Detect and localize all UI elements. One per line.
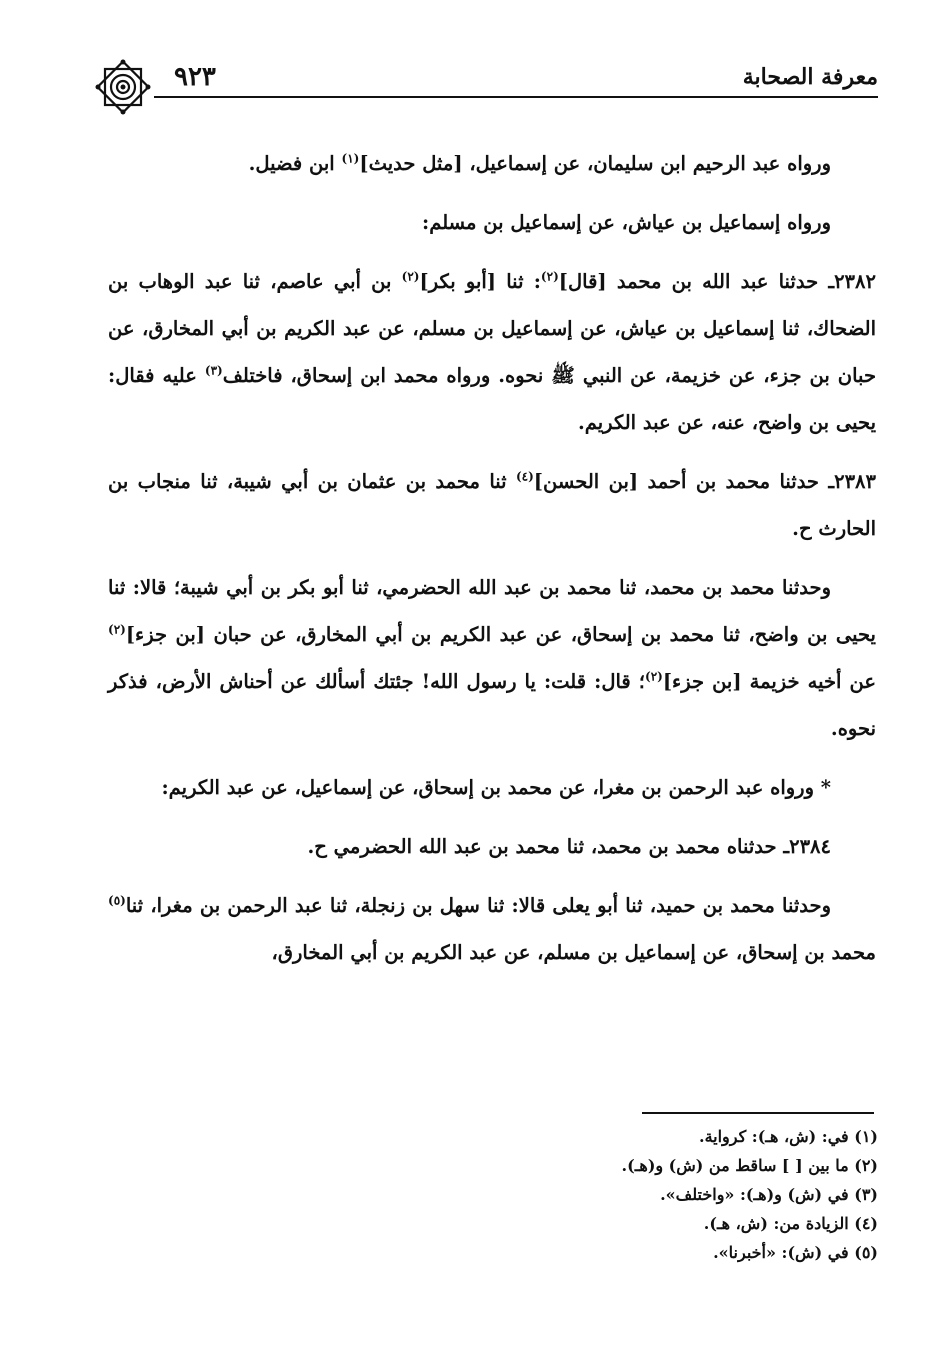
book-title: معرفة الصحابة [742,64,878,90]
text-run: محمد بن إسحاق، عن إسماعيل بن مسلم، عن عبد الكريم بن أبي المخارق، [271,941,876,964]
paragraph-8 [108,882,876,976]
main-text [108,140,876,976]
header-rule [154,96,878,98]
footnotes [300,1122,878,1267]
paragraph-1 [108,140,876,187]
footnote-marker: (٢) [645,669,663,684]
footnote-marker: (٢) [401,269,420,284]
text-run: ؛ قال: قلت: يا رسول الله! جئتك أسألك عن أحناش الأرض، فذكر نحوه. [108,670,876,740]
text-run: ٢٣٨٢ـ حدثنا عبد الله بن محمد [قال] [558,270,876,293]
paragraph-2 [108,199,876,246]
hadith-2382 [108,258,876,446]
page-number: ٩٢٣ [174,62,216,92]
text-run: بن أبي عاصم، ثنا عبد الوهاب بن الضحاك، ثنا إسماعيل بن عياش، عن إسماعيل بن مسلم، عن عبد الكريم بن أبي المخارق، عن حبان بن جزء، عن خزيمة، عن النبي ﷺ نحوه. ورواه محمد ابن إسحاق، فاختلف [108,270,876,387]
text-run: عليه فقال: يحيى بن واضح، عنه، عن عبد الكريم. [108,364,876,434]
footnote-marker: (٢) [108,622,126,637]
paragraph-5 [108,564,876,752]
footnote-marker: (١) [341,151,360,166]
text-run: * ورواه عبد الرحمن بن مغرا، عن محمد بن إسحاق، عن إسماعيل، عن عبد الكريم: [161,776,831,799]
text-run: ابن فضيل. [248,152,342,175]
text-run: ثنا محمد بن عثمان بن أبي شيبة، ثنا منجاب بن الحارث ح. [108,470,876,540]
page-header [92,58,878,100]
footnote-1: (١) في: (ش، هـ): كرواية. [699,1127,878,1146]
paragraph-6 [108,764,876,811]
text-run: عن أخيه خزيمة [بن جزء] [662,670,876,693]
footnote-marker: (٥) [108,893,126,908]
footnote-2: (٢) ما بين [ ] ساقط من (ش) و(هـ). [621,1156,878,1175]
footnote-marker: (٤) [515,469,534,484]
footnote-4: (٤) الزيادة من: (ش، هـ). [703,1214,878,1233]
footnote-5: (٥) في (ش): «أخبرنا». [713,1243,878,1262]
footnote-3: (٣) في (ش) و(هـ): «واختلف». [660,1185,878,1204]
text-run: ورواه إسماعيل بن عياش، عن إسماعيل بن مسلم: [422,211,831,234]
text-run: وحدثنا محمد بن حميد، ثنا أبو يعلى قالا: ثنا سهل بن زنجلة، ثنا عبد الرحمن بن مغرا، ثنا [125,894,831,917]
text-run: ٢٣٨٣ـ حدثنا محمد بن أحمد [بن الحسن] [533,470,876,493]
hadith-2384 [108,823,876,870]
text-run: ورواه عبد الرحيم ابن سليمان، عن إسماعيل، [مثل حديث] [359,152,831,175]
hadith-2383 [108,458,876,552]
footnote-rule [642,1112,874,1114]
eight-point-star-ornament-icon [92,56,154,118]
text-run: : ثنا [أبو بكر] [419,270,541,293]
text-run: وحدثنا محمد بن محمد، ثنا محمد بن عبد الله الحضرمي، ثنا أبو بكر بن أبي شيبة؛ قالا: ثنا يحيى بن واضح، ثنا محمد بن إسحاق، عن عبد الكريم بن أبي المخارق، عن حبان [بن جزء] [108,576,876,646]
footnote-marker: (٢) [540,269,559,284]
text-run: ٢٣٨٤ـ حدثناه محمد بن محمد، ثنا محمد بن عبد الله الحضرمي ح. [307,835,831,858]
footnote-marker: (٣) [204,363,223,378]
